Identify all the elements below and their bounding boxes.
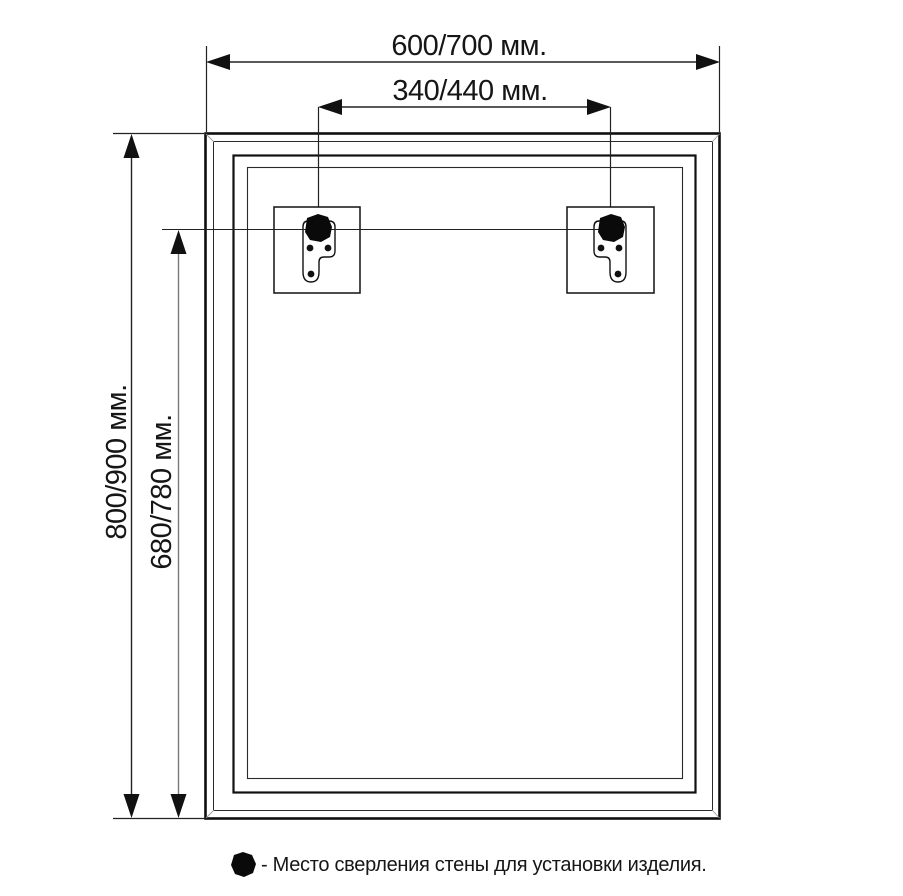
dim-overall-width-label: 600/700 мм. [391, 30, 547, 62]
screw-hole [325, 245, 332, 252]
legend-text: - Место сверления стены для установки изделия. [261, 854, 707, 876]
arrowhead-bottom-icon [171, 794, 187, 818]
arrowhead-bottom-icon [124, 794, 140, 818]
screw-hole [308, 271, 315, 278]
screw-hole [616, 245, 623, 252]
arrowhead-left-icon [206, 54, 230, 70]
arrowhead-top-icon [124, 134, 140, 158]
drill-point-marker-right [598, 214, 625, 242]
dim-height-to-holes [146, 230, 187, 818]
arrowhead-left-icon [318, 99, 342, 115]
legend [231, 852, 707, 877]
dim-hole-spacing-label: 340/440 мм. [392, 75, 548, 107]
drill-point-octagon-icon [231, 852, 256, 877]
dim-overall-height-label: 800/900 мм. [101, 384, 133, 540]
arrowhead-right-icon [696, 54, 720, 70]
dim-height-to-holes-label: 680/780 мм. [146, 414, 178, 570]
arrowhead-right-icon [587, 99, 611, 115]
arrowhead-top-icon [171, 230, 187, 254]
screw-hole [615, 271, 622, 278]
screw-hole [598, 245, 605, 252]
drill-point-marker-left [305, 214, 332, 242]
screw-hole [307, 245, 314, 252]
